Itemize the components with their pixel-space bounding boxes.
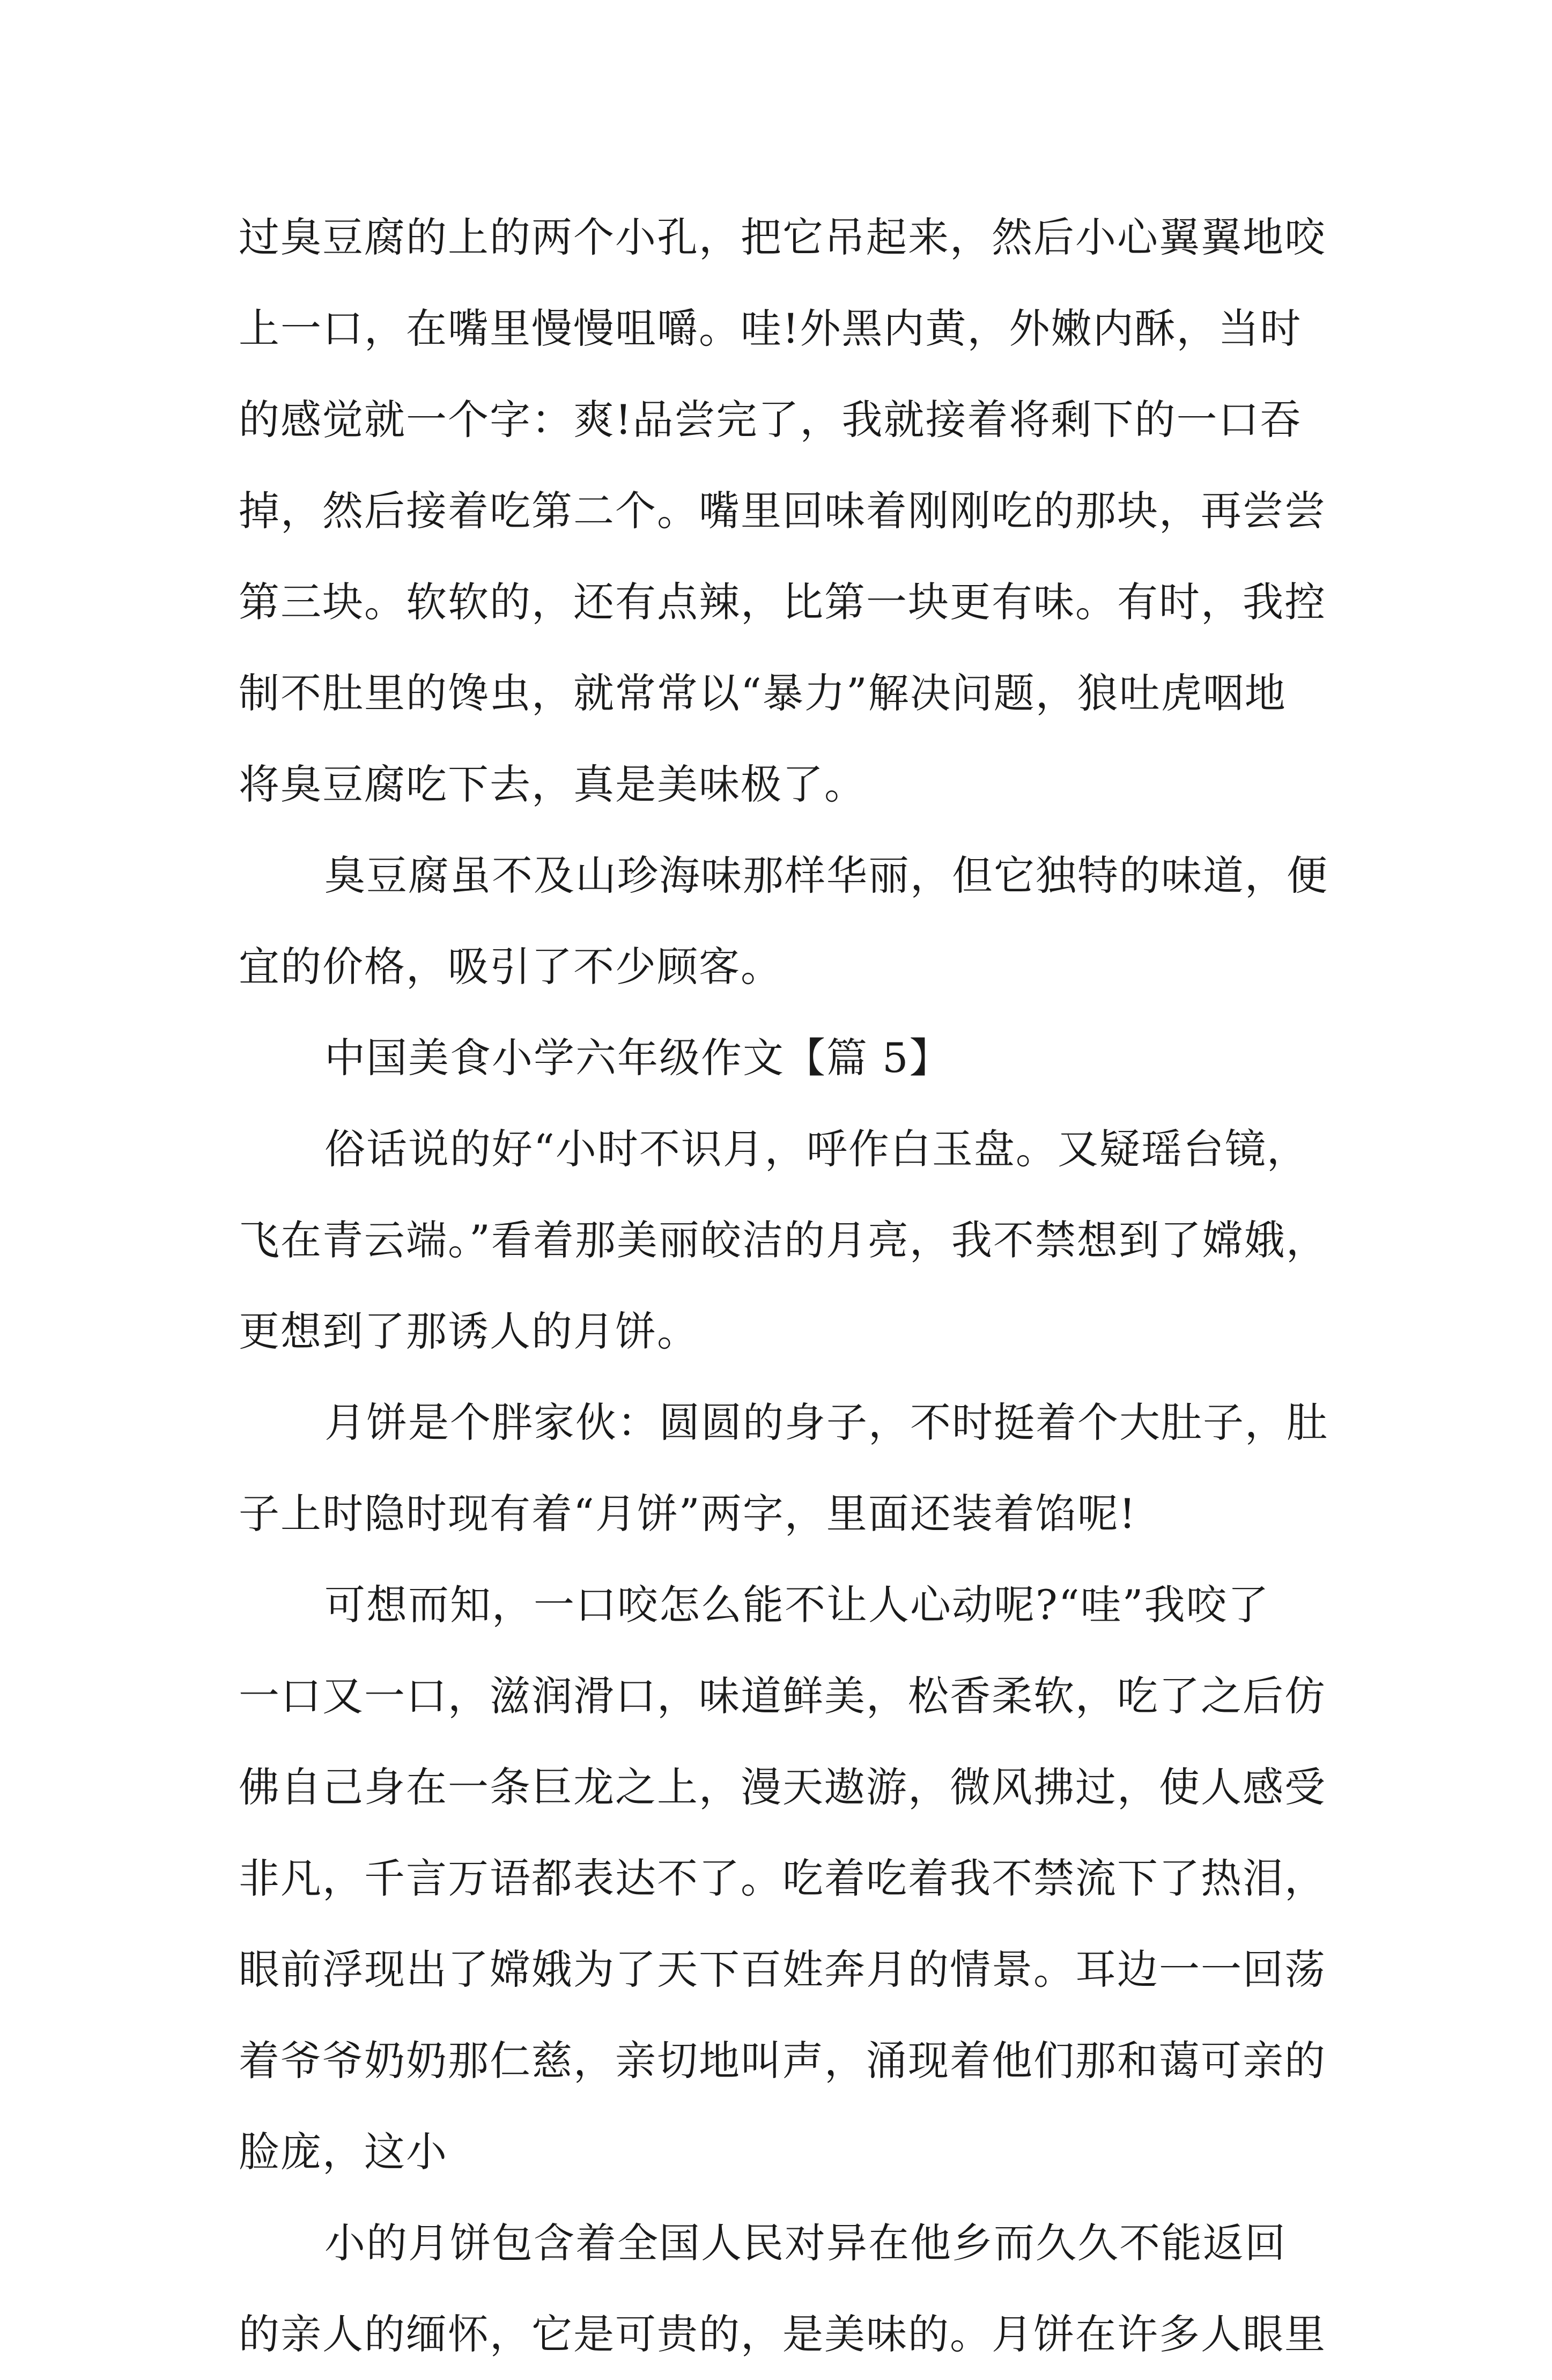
text-line: 上一口，在嘴里慢慢咀嚼。哇!外黑内黄，外嫩内酥，当时 bbox=[239, 305, 1302, 352]
text-line: 第三块。软软的，还有点辣，比第一块更有味。有时，我控 bbox=[239, 578, 1326, 626]
text-line: 佛自己身在一条巨龙之上，漫天遨游，微风拂过，使人感受 bbox=[239, 1763, 1326, 1811]
text-line: 的亲人的缅怀，它是可贵的，是美味的。月饼在许多人眼里 bbox=[239, 2310, 1326, 2358]
text-line: 制不肚里的馋虫，就常常以“暴力”解决问题，狼吐虎咽地 bbox=[239, 669, 1287, 717]
text-line: 掉，然后接着吃第二个。嘴里回味着刚刚吃的那块，再尝尝 bbox=[239, 487, 1326, 535]
body-text bbox=[239, 192, 1333, 2380]
text-line: 眼前浮现出了嫦娥为了天下百姓奔月的情景。耳边一一回荡 bbox=[239, 1946, 1326, 1993]
text-line: 更想到了那诱人的月饼。 bbox=[239, 1307, 699, 1355]
text-line: 俗话说的好“小时不识月，呼作白玉盘。又疑瑶台镜， bbox=[324, 1125, 1309, 1173]
text-line: 子上时隐时现有着“月饼”两字，里面还装着馅呢! bbox=[239, 1490, 1137, 1538]
text-line: 飞在青云端。”看着那美丽皎洁的月亮，我不禁想到了嫦娥， bbox=[239, 1216, 1328, 1264]
text-line: 将臭豆腐吃下去，真是美味极了。 bbox=[239, 760, 866, 808]
text-line: 宜的价格，吸引了不少顾客。 bbox=[239, 943, 782, 991]
text-line: 可想而知，一口咬怎么能不让人心动呢?“哇”我咬了 bbox=[324, 1581, 1270, 1629]
text-line: 的感觉就一个字：爽!品尝完了，我就接着将剩下的一口吞 bbox=[239, 396, 1302, 444]
text-line: 小的月饼包含着全国人民对异在他乡而久久不能返回 bbox=[324, 2219, 1287, 2267]
text-line: 过臭豆腐的上的两个小孔，把它吊起来，然后小心翼翼地咬 bbox=[239, 213, 1326, 261]
text-line: 一口又一口，滋润滑口，味道鲜美，松香柔软，吃了之后仿 bbox=[239, 1672, 1326, 1720]
section-heading: 中国美食小学六年级作文【篇 5】 bbox=[324, 1034, 951, 1082]
text-line: 月饼是个胖家伙：圆圆的身子，不时挺着个大肚子，肚 bbox=[324, 1399, 1328, 1446]
text-line: 非凡，千言万语都表达不了。吃着吃着我不禁流下了热泪， bbox=[239, 1854, 1326, 1902]
text-line: 着爷爷奶奶那仁慈，亲切地叫声，涌现着他们那和蔼可亲的 bbox=[239, 2037, 1326, 2085]
text-line: 脸庞，这小 bbox=[239, 2128, 448, 2176]
text-line: 臭豆腐虽不及山珍海味那样华丽，但它独特的味道，便 bbox=[324, 852, 1328, 899]
